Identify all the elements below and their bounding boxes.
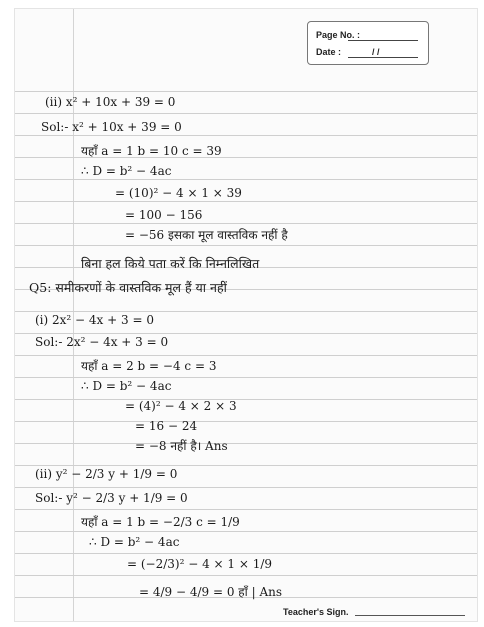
ruled-line xyxy=(15,179,477,180)
ruled-line xyxy=(15,421,477,422)
ruled-line xyxy=(15,531,477,532)
handwritten-line: यहाँ a = 2 b = −4 c = 3 xyxy=(81,359,217,373)
date-value: / / xyxy=(372,47,380,57)
handwritten-line: Sol:- 2x² − 4x + 3 = 0 xyxy=(35,335,169,349)
date-line xyxy=(348,57,418,58)
ruled-line xyxy=(15,355,477,356)
teacher-sign-line xyxy=(355,615,465,616)
ruled-line xyxy=(15,465,477,466)
ruled-line xyxy=(15,575,477,576)
page-no-label: Page No. : xyxy=(316,30,361,40)
ruled-line xyxy=(15,311,477,312)
handwritten-line: Q5: समीकरणों के वास्तविक मूल हैं या नहीं xyxy=(29,280,227,295)
handwritten-line: ∴ D = b² − 4ac xyxy=(81,379,172,393)
handwritten-line: ∴ D = b² − 4ac xyxy=(89,535,180,549)
handwritten-line: Sol:- y² − 2/3 y + 1/9 = 0 xyxy=(35,491,188,505)
ruled-line xyxy=(15,443,477,444)
handwritten-line: = (−2/3)² − 4 × 1 × 1/9 xyxy=(127,557,273,571)
page-no-line xyxy=(348,40,418,41)
date-label: Date : xyxy=(316,47,342,57)
ruled-line xyxy=(15,113,477,114)
ruled-line xyxy=(15,135,477,136)
handwritten-line: (i) 2x² − 4x + 3 = 0 xyxy=(35,313,154,327)
ruled-line xyxy=(15,487,477,488)
teacher-sign-label: Teacher's Sign. xyxy=(283,607,349,617)
handwritten-line: = −56 इसका मूल वास्तविक नहीं है xyxy=(125,228,288,242)
ruled-line xyxy=(15,333,477,334)
handwritten-line: ∴ D = b² − 4ac xyxy=(81,164,172,178)
ruled-line xyxy=(15,377,477,378)
handwritten-line: = 16 − 24 xyxy=(135,419,198,433)
handwritten-line: यहाँ a = 1 b = −2/3 c = 1/9 xyxy=(81,515,240,529)
ruled-line xyxy=(15,245,477,246)
handwritten-line: (ii) x² + 10x + 39 = 0 xyxy=(45,95,176,109)
handwritten-line: = (10)² − 4 × 1 × 39 xyxy=(115,186,242,200)
handwritten-line: यहाँ a = 1 b = 10 c = 39 xyxy=(81,144,222,158)
handwritten-line: बिना हल किये पता करें कि निम्नलिखित xyxy=(81,256,260,271)
notebook-page xyxy=(14,8,478,622)
ruled-line xyxy=(15,201,477,202)
handwritten-line: = 100 − 156 xyxy=(125,208,203,222)
ruled-line xyxy=(15,399,477,400)
handwritten-line: Sol:- x² + 10x + 39 = 0 xyxy=(41,120,182,134)
ruled-line xyxy=(15,509,477,510)
handwritten-line: = 4/9 − 4/9 = 0 हाँ | Ans xyxy=(139,585,283,599)
ruled-line xyxy=(15,553,477,554)
handwritten-line: = −8 नहीं है। Ans xyxy=(135,439,228,453)
ruled-line xyxy=(15,91,477,92)
handwritten-line: = (4)² − 4 × 2 × 3 xyxy=(125,399,237,413)
ruled-line xyxy=(15,223,477,224)
handwritten-line: (ii) y² − 2/3 y + 1/9 = 0 xyxy=(35,467,178,481)
page-date-box xyxy=(307,21,429,65)
